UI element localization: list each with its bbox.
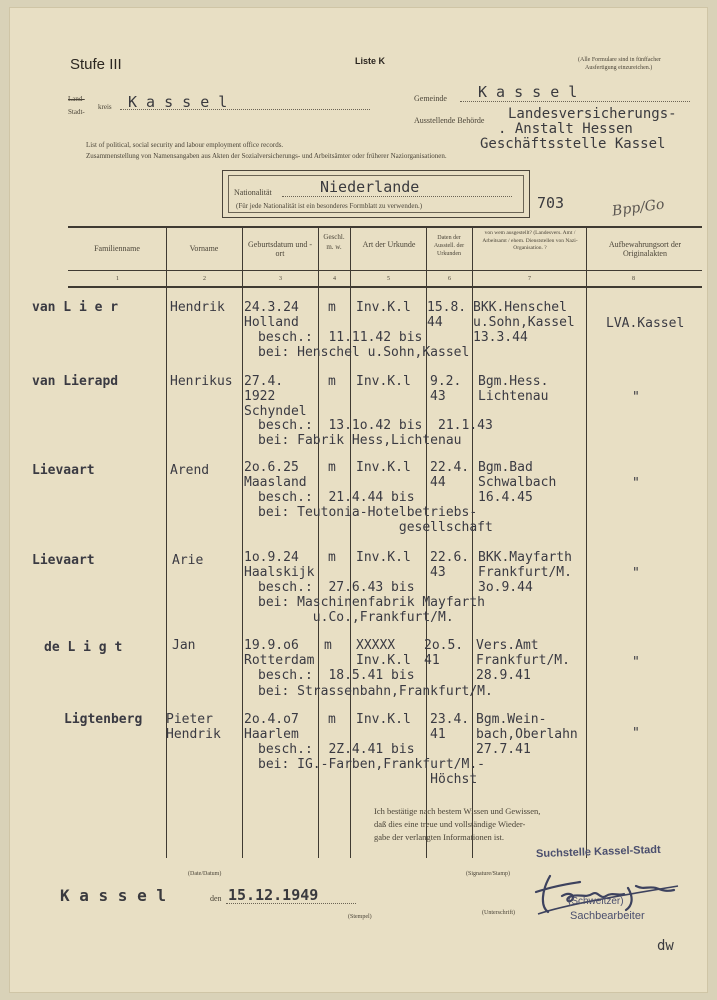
stempel-label: (Stempel) xyxy=(348,914,372,920)
office-stamp: Suchstelle Kassel-Stadt xyxy=(535,843,661,861)
table-row-bei: bei: Teutonia-Hotelbetriebs- gesellschaft xyxy=(258,505,493,535)
table-row-daten: 2o.5. 41 xyxy=(424,638,464,668)
table-row-daten: 23.4. 41 xyxy=(430,712,470,742)
behoerde-line3: Geschäftsstelle Kassel xyxy=(480,136,666,152)
table-row-vorname: Arend xyxy=(170,463,210,478)
behoerde-line1: Landesversicherungs- xyxy=(508,106,677,122)
col-header-ort: Aufbewahrungsort der Originalakten xyxy=(608,240,682,258)
col-header-aussteller: von wem ausgestellt? (Landesvers. Amt / Arbeitsamt / ehem. Dienststellen von Nazi-Organisation. ? xyxy=(482,230,578,251)
table-top-rule xyxy=(68,226,702,228)
table-row-bei: bei: IG.-Farben,Frankfurt/M.- Höchst xyxy=(258,757,485,787)
den-label: den xyxy=(210,894,222,903)
form-number: 703 xyxy=(537,194,565,212)
land-label: Land- xyxy=(68,95,85,103)
col-header-daten: Daten der Ausstell. der Urkunden xyxy=(433,235,465,257)
table-row-geburt: 1o.9.24 Haalskijk xyxy=(244,550,315,580)
table-row-familienname: Lievaart xyxy=(32,463,95,478)
table-row-daten: 9.2. 43 xyxy=(430,374,462,404)
gemeinde-line xyxy=(460,101,690,102)
table-header-rule xyxy=(68,270,702,271)
column-divider xyxy=(242,226,243,858)
table-row-besch: besch.: 18.5.41 bis xyxy=(258,668,415,683)
copies-note-line1: (Alle Formulare sind in fünffacher xyxy=(578,57,661,63)
table-row-familienname: de L i g t xyxy=(44,640,123,655)
table-row-geburt: 2o.6.25 Maasland xyxy=(244,460,307,490)
col-number-8: 8 xyxy=(632,276,635,282)
gemeinde-value: K a s s e l xyxy=(478,83,578,101)
column-divider xyxy=(166,226,167,858)
col-header-vorname: Vorname xyxy=(189,244,219,253)
table-row-daten: 22.6. 43 xyxy=(430,550,470,580)
table-row-art: XXXXX Inv.K.l xyxy=(356,638,411,668)
table-row-art: Inv.K.l xyxy=(356,374,411,389)
table-row-art: Inv.K.l xyxy=(356,460,411,475)
signature-label-top: (Signature/Stamp) xyxy=(466,871,510,877)
list-description-en: List of political, social security and labour employment office records. xyxy=(86,141,284,149)
table-row-geburt: 2o.4.o7 Haarlem xyxy=(244,712,299,742)
col-number-5: 5 xyxy=(387,276,390,282)
table-row-aussteller: Bgm.Bad Schwalbach 16.4.45 xyxy=(478,460,557,505)
liste-label: Liste K xyxy=(355,56,386,66)
table-row-aussteller: Vers.Amt Frankfurt/M. 28.9.41 xyxy=(476,638,570,683)
table-row-ort: " xyxy=(632,566,640,581)
city-value: K a s s e l xyxy=(60,886,166,905)
behoerde-line2: . Anstalt Hessen xyxy=(498,121,633,137)
col-number-3: 3 xyxy=(279,276,282,282)
col-number-1: 1 xyxy=(116,276,119,282)
table-row-familienname: Lievaart xyxy=(32,553,95,568)
table-row-daten: 22.4. 44 xyxy=(430,460,470,490)
col-number-2: 2 xyxy=(203,276,206,282)
table-row-aussteller: BKK.Mayfarth Frankfurt/M. 3o.9.44 xyxy=(478,550,572,595)
table-row-besch: besch.: 21.4.44 bis xyxy=(258,490,415,505)
nationality-line xyxy=(282,196,512,197)
table-row-familienname: van Lierapd xyxy=(32,374,119,389)
handwritten-initials: Bpp/Go xyxy=(611,196,666,220)
col-header-geburt: Geburtsdatum und -ort xyxy=(248,240,312,258)
col-number-7: 7 xyxy=(528,276,531,282)
typist-initials: dw xyxy=(657,938,674,954)
col-header-geschl: Geschl. m. w. xyxy=(323,233,345,251)
signer-role: Sachbearbeiter xyxy=(570,910,645,922)
table-row-familienname: Ligtenberg xyxy=(64,712,143,727)
table-row-geschl: m xyxy=(328,712,336,727)
table-row-aussteller: Bgm.Hess. Lichtenau xyxy=(478,374,549,404)
table-row-ort: " xyxy=(632,655,640,670)
kreis-label: kreis xyxy=(98,103,112,111)
kreis-line xyxy=(120,109,370,110)
col-header-art: Art der Urkunde xyxy=(362,240,416,249)
table-row-besch: besch.: 2Z.4.41 bis xyxy=(258,742,415,757)
table-row-aussteller: Bgm.Wein- bach,Oberlahn 27.7.41 xyxy=(476,712,578,757)
certification-line2: daß dies eine treue und vollständige Wieder- xyxy=(374,819,526,829)
table-row-ort: " xyxy=(632,390,640,405)
table-row-vorname: Arie xyxy=(172,553,204,568)
table-row-geschl: m xyxy=(328,300,336,315)
table-row-vorname: Hendrik xyxy=(170,300,225,315)
table-row-geschl: m xyxy=(328,550,336,565)
table-row-vorname: Pieter Hendrik xyxy=(166,712,221,742)
gemeinde-label: Gemeinde xyxy=(414,94,447,103)
unterschrift-label: (Unterschrift) xyxy=(482,910,515,916)
table-row-ort: " xyxy=(632,476,640,491)
table-row-ort: " xyxy=(632,726,640,741)
table-row-ort: LVA.Kassel xyxy=(606,316,685,331)
date-line xyxy=(226,903,356,904)
table-row-geburt: 24.3.24 Holland xyxy=(244,300,299,330)
date-label-top: (Date/Datum) xyxy=(188,871,222,877)
table-row-geburt: 27.4. 1922 Schyndel xyxy=(244,374,307,419)
table-row-bei: bei: Maschinenfabrik Mayfarth u.Co.,Frankfurt/M. xyxy=(258,595,485,625)
table-row-geburt: 19.9.o6 Rotterdam xyxy=(244,638,315,668)
col-header-familienname: Familienname xyxy=(94,244,140,253)
table-row-besch: besch.: 13.1o.42 bis 21.1.43 xyxy=(258,418,493,433)
table-row-bei: bei: Strassenbahn,Frankfurt/M. xyxy=(258,684,493,699)
copies-note-line2: Ausfertigung einzureichen.) xyxy=(585,65,653,71)
stufe-label: Stufe III xyxy=(70,56,122,73)
nationality-label: Nationalität xyxy=(234,188,272,197)
table-row-vorname: Jan xyxy=(172,638,196,653)
table-row-art: Inv.K.l xyxy=(356,300,411,315)
signer-name: (Schweitzer) xyxy=(568,896,624,907)
table-number-rule xyxy=(68,286,702,288)
table-row-geschl: m xyxy=(328,374,336,389)
certification-line1: Ich bestätige nach bestem Wissen und Gewissen, xyxy=(374,806,541,816)
kreis-value: K a s s e l xyxy=(128,93,228,111)
date-value: 15.12.1949 xyxy=(228,886,319,904)
table-row-geschl: m xyxy=(324,638,332,653)
column-divider xyxy=(586,226,587,858)
table-row-bei: bei: Fabrik Hess,Lichtenau xyxy=(258,433,462,448)
certification-line3: gabe der verlangten Informationen ist. xyxy=(374,832,505,842)
table-row-geschl: m xyxy=(328,460,336,475)
nationality-value: Niederlande xyxy=(320,178,420,196)
table-row-aussteller: BKK.Henschel u.Sohn,Kassel 13.3.44 xyxy=(473,300,575,345)
col-number-4: 4 xyxy=(333,276,336,282)
nationality-note: (Für jede Nationalität ist ein besonderes Formblatt zu verwenden.) xyxy=(236,202,423,210)
table-row-bei: bei: Henschel u.Sohn,Kassel xyxy=(258,345,470,360)
table-row-besch: besch.: 11.11.42 bis xyxy=(258,330,423,345)
behoerde-label: Ausstellende Behörde xyxy=(414,116,485,125)
col-number-6: 6 xyxy=(448,276,451,282)
table-row-familienname: van L i e r xyxy=(32,300,119,315)
table-row-art: Inv.K.l xyxy=(356,712,411,727)
table-row-daten: 15.8. 44 xyxy=(427,300,467,330)
table-row-besch: besch.: 27.6.43 bis xyxy=(258,580,415,595)
table-row-vorname: Henrikus xyxy=(170,374,233,389)
table-row-art: Inv.K.l xyxy=(356,550,411,565)
list-description-de: Zusammenstellung von Namensangaben aus Akten der Sozialversicherungs- und Arbeitsämter oder früherer Naziorganisationen. xyxy=(86,152,447,160)
stadt-label: Stadt- xyxy=(68,108,85,116)
